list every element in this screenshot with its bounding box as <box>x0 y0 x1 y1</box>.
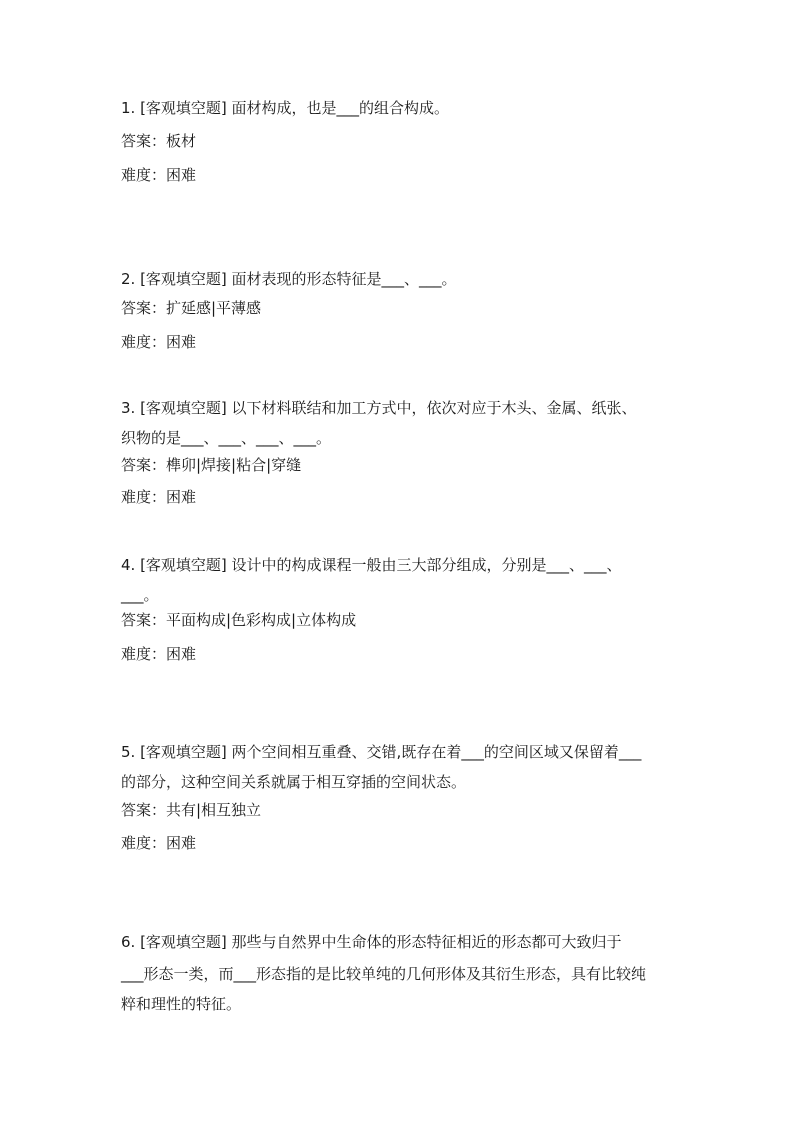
answer-4: 答案：平面构成|色彩构成|立体构成 <box>121 611 357 629</box>
question-5-line-2: 的部分，这种空间关系就属于相互穿插的空间状态。 <box>121 773 467 791</box>
answer-3: 答案：榫卯|焊接|粘合|穿缝 <box>121 456 302 474</box>
question-2-text: 2. [客观填空题] 面材表现的形态特征是___、___。 <box>121 270 457 288</box>
question-2 <box>121 264 681 294</box>
question-3 <box>121 393 681 453</box>
question-1 <box>121 93 681 123</box>
question-6-line-2: ___形态一类，而___形态指的是比较单纯的几何形体及其衍生形态，具有比较纯 <box>121 965 647 983</box>
question-3-line-2: 织物的是___、___、___、___。 <box>121 429 332 447</box>
difficulty-1: 难度：困难 <box>121 166 197 184</box>
answer-5: 答案：共有|相互独立 <box>121 801 262 819</box>
difficulty-2: 难度：困难 <box>121 333 197 351</box>
answer-1: 答案：板材 <box>121 132 197 150</box>
question-1-text: 1. [客观填空题] 面材构成，也是___的组合构成。 <box>121 99 450 117</box>
answer-2: 答案：扩延感|平薄感 <box>121 299 262 317</box>
question-6 <box>121 925 681 1019</box>
difficulty-5: 难度：困难 <box>121 834 197 852</box>
question-4-line-2: ___。 <box>121 586 159 604</box>
question-3-line-1: 3. [客观填空题] 以下材料联结和加工方式中，依次对应于木头、金属、纸张、 <box>121 399 637 417</box>
question-4 <box>121 550 681 610</box>
difficulty-3: 难度：困难 <box>121 488 197 506</box>
question-5 <box>121 737 681 797</box>
question-6-line-3: 粹和理性的特征。 <box>121 995 242 1013</box>
question-4-line-1: 4. [客观填空题] 设计中的构成课程一般由三大部分组成，分别是___、___、 <box>121 556 622 574</box>
question-5-line-1: 5. [客观填空题] 两个空间相互重叠、交错,既存在着___的空间区域又保留着___ <box>121 743 642 761</box>
difficulty-4: 难度：困难 <box>121 645 197 663</box>
question-6-line-1: 6. [客观填空题] 那些与自然界中生命体的形态特征相近的形态都可大致归于 <box>121 933 622 951</box>
